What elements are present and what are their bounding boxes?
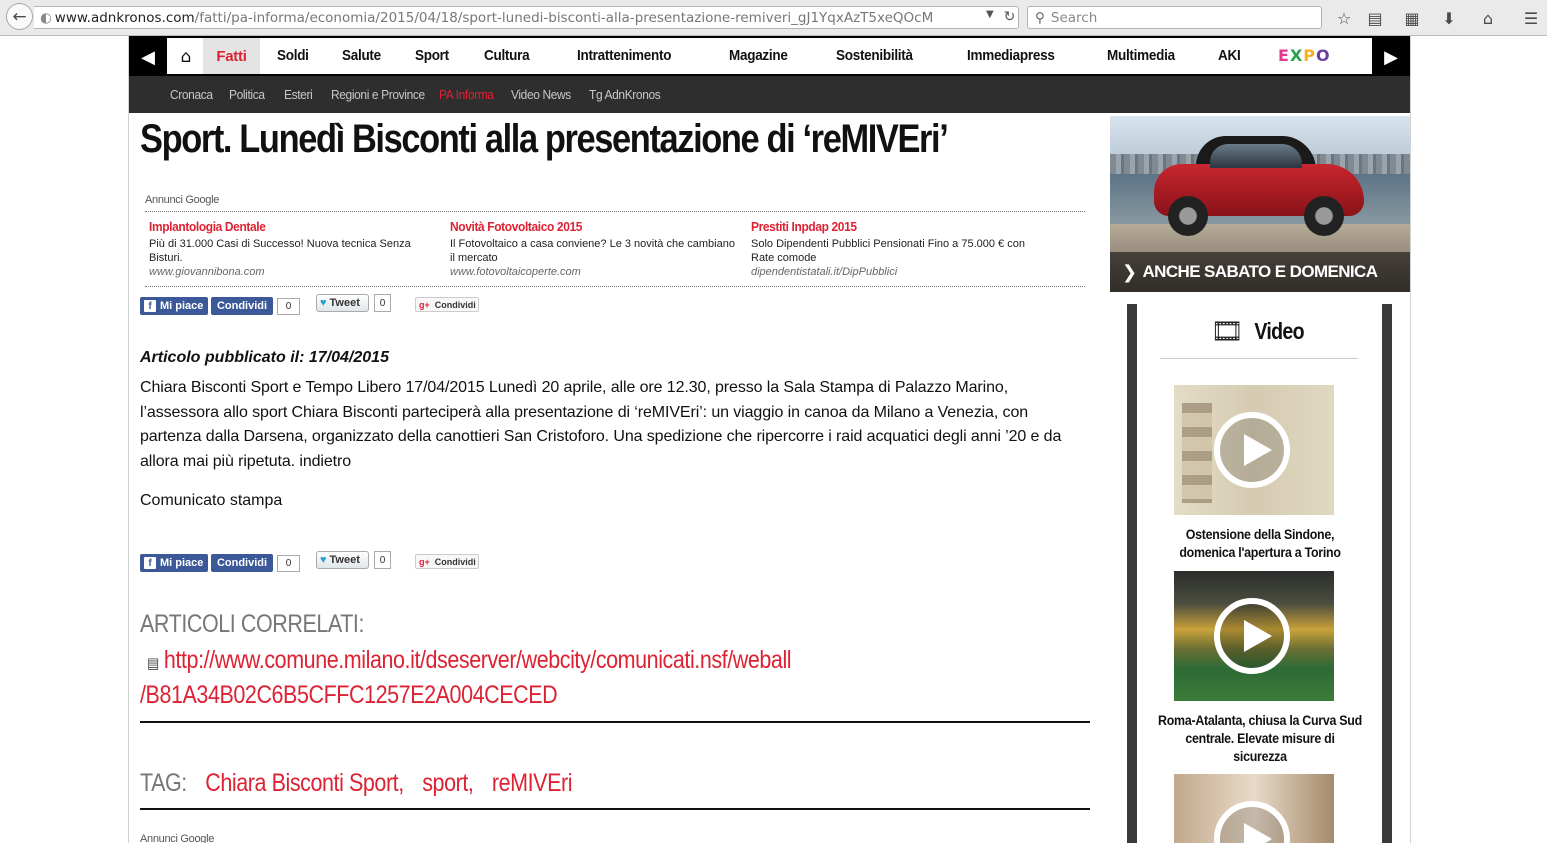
video-caption[interactable]: Ostensione della Sindone, domenica l'apertura a Torino <box>1179 527 1341 560</box>
facebook-icon: f <box>144 300 156 312</box>
thumbnail-shroud <box>1182 403 1212 503</box>
video-heading-label: Video <box>1254 318 1304 344</box>
divider <box>1160 358 1358 359</box>
tags <box>140 769 572 798</box>
publication-date: Articolo pubblicato il: 17/04/2015 <box>140 349 389 366</box>
car-ad-banner[interactable] <box>1110 116 1410 292</box>
home-browser-icon[interactable]: ⌂ <box>1482 8 1494 28</box>
article-body: Chiara Bisconti Sport e Tempo Libero 17/04/2015 Lunedì 20 aprile, alle ore 12.30, presso la Sala Stampa di Palazzo Marino, l’assessora allo sport Chiara Bisconti parteciperà alla presentazione di ‘reMIVEri’: un viaggio in canoa da Milano a Venezia, con partenza dalla Darsena, organizzato della canottieri San Cristoforo. Una spedizione che ripercorre i raid acquatici degli anni ’20 e da allora mai più ripetuta. indietro <box>140 379 1062 470</box>
facebook-icon: f <box>144 557 156 569</box>
car-wheel <box>1304 196 1344 236</box>
share-bar-top <box>140 294 540 316</box>
nav-item[interactable]: Intrattenimento <box>577 47 672 64</box>
facebook-count: 0 <box>277 298 300 315</box>
document-icon: ▤ <box>147 654 159 672</box>
url-path: /fatti/pa-informa/economia/2015/04/18/sport-lunedi-bisconti-alla-presentazione-remiveri_gJ1YqxAzT5xeQOcM <box>194 9 934 26</box>
related-link-line1[interactable]: http://www.comune.milano.it/dseserver/webcity/comunicati.nsf/weball <box>163 646 792 674</box>
gplus-share-button[interactable] <box>415 297 479 312</box>
arrow-left-icon: ◀ <box>141 46 155 68</box>
nav-next-button[interactable] <box>1372 36 1410 78</box>
tweet-button[interactable] <box>316 294 369 312</box>
website <box>129 36 1410 843</box>
nav-item[interactable]: Salute <box>342 47 381 64</box>
reload-button[interactable]: ↻ <box>1003 9 1016 25</box>
facebook-share-button[interactable]: Condividi <box>211 297 273 315</box>
ad-title[interactable]: Novità Fotovoltaico 2015 <box>450 219 583 234</box>
browser-toolbar <box>0 0 1547 36</box>
tweet-label: Tweet <box>329 554 360 566</box>
related-link[interactable] <box>147 646 791 675</box>
subnav-item[interactable]: Regioni e Province <box>331 87 425 102</box>
back-button[interactable] <box>6 3 33 30</box>
expo-logo[interactable]: EXPO <box>1278 46 1331 65</box>
banner-caption[interactable] <box>1110 252 1410 292</box>
article-footer: Comunicato stampa <box>140 492 283 509</box>
globe-icon: ◐ <box>40 9 52 26</box>
tags-label: TAG: <box>140 769 187 797</box>
ad-url[interactable]: www.fotovoltaicoperte.com <box>450 266 581 278</box>
bookmark-star-icon[interactable]: ☆ <box>1336 8 1352 28</box>
ads-label-bottom: Annunci Google <box>140 833 215 843</box>
gplus-share-button[interactable] <box>415 554 479 569</box>
facebook-share-button[interactable]: Condividi <box>211 554 273 572</box>
arrow-right-icon: ▶ <box>1384 46 1398 68</box>
tag-link[interactable]: Chiara Bisconti Sport, <box>205 769 404 797</box>
divider <box>140 721 1090 723</box>
tag-link[interactable]: reMIVEri <box>491 769 573 797</box>
subnav-item[interactable]: Tg AdnKronos <box>589 87 661 102</box>
chevron-right-icon: ❯ <box>1122 261 1137 283</box>
subnav-item[interactable]: Politica <box>229 87 265 102</box>
related-link-line2[interactable]: /B81A34B02C6B5CFFC1257E2A004CECED <box>140 681 558 709</box>
subnav-item[interactable]: Esteri <box>284 87 313 102</box>
nav-item[interactable]: Multimedia <box>1107 47 1175 64</box>
ad-url[interactable]: dipendentistatali.it/DipPubblici <box>751 266 898 278</box>
tweet-label: Tweet <box>329 297 360 309</box>
play-icon[interactable] <box>1214 801 1290 843</box>
dropdown-icon[interactable]: ▼ <box>986 9 994 20</box>
nav-item[interactable]: AKI <box>1218 47 1241 64</box>
nav-item[interactable]: Immediapress <box>967 47 1055 64</box>
ad-item[interactable] <box>751 219 1051 278</box>
video-thumbnail[interactable] <box>1174 774 1334 843</box>
page-edge-right <box>1410 36 1411 843</box>
car-wheel <box>1168 196 1208 236</box>
search-input[interactable] <box>1027 6 1322 29</box>
tweet-count: 0 <box>374 294 391 312</box>
ad-title[interactable]: Prestiti Inpdap 2015 <box>751 219 857 234</box>
video-thumbnail[interactable] <box>1174 571 1334 701</box>
download-icon[interactable]: ⬇ <box>1442 8 1456 28</box>
subnav-item[interactable]: Video News <box>511 87 571 102</box>
twitter-icon: ♥ <box>320 297 327 309</box>
nav-item[interactable]: Sport <box>415 47 449 64</box>
ads-box <box>145 211 1085 287</box>
nav-prev-button[interactable] <box>129 36 167 78</box>
nav-item[interactable]: Sostenibilità <box>836 47 913 64</box>
facebook-like-button[interactable] <box>140 297 208 315</box>
article-title: Sport. Lunedì Bisconti alla presentazione di ‘reMIVEri’ <box>140 117 948 161</box>
google-ads <box>145 194 1085 287</box>
video-heading <box>1137 304 1382 359</box>
ad-item[interactable] <box>450 219 740 278</box>
ad-desc: Più di 31.000 Casi di Successo! Nuova tecnica Senza Bisturi. <box>149 238 411 264</box>
subnav-item-active[interactable]: PA Informa <box>439 87 494 102</box>
video-caption[interactable]: Roma-Atalanta, chiusa la Curva Sud centrale. Elevate misure di sicurezza <box>1158 713 1362 764</box>
gplus-label: Condividi <box>434 556 476 567</box>
twitter-icon: ♥ <box>320 554 327 566</box>
home-icon[interactable]: ⌂ <box>180 47 192 67</box>
divider <box>140 808 1090 810</box>
facebook-like-button[interactable] <box>140 554 208 572</box>
share-bar-bottom <box>140 551 540 573</box>
sub-nav <box>129 76 1410 113</box>
ad-desc: Il Fotovoltaico a casa conviene? Le 3 novità che cambiano il mercato <box>450 238 735 264</box>
ad-desc: Solo Dipendenti Pubblici Pensionati Fino a 75.000 € con Rate comode <box>751 238 1025 264</box>
film-icon: 🎞 <box>1210 316 1244 347</box>
search-placeholder: Search <box>1050 9 1098 26</box>
main-nav <box>129 36 1410 76</box>
facebook-count: 0 <box>277 555 300 572</box>
gplus-icon: g+ <box>419 299 430 310</box>
subnav-item[interactable]: Cronaca <box>170 87 213 102</box>
nav-item-fatti[interactable]: Fatti <box>203 38 260 74</box>
car-image <box>1154 136 1364 234</box>
search-icon: ⚲ <box>1035 9 1045 26</box>
play-icon[interactable] <box>1214 598 1290 674</box>
fb-like-label: Mi piace <box>160 557 204 569</box>
address-bar[interactable] <box>34 6 1019 29</box>
banner-caption-text: ANCHE SABATO E DOMENICA <box>1142 262 1378 281</box>
fb-like-label: Mi piace <box>160 300 204 312</box>
ad-url[interactable]: www.giovannibona.com <box>149 266 265 278</box>
gplus-label: Condividi <box>434 299 476 310</box>
nav-item[interactable]: Soldi <box>277 47 309 64</box>
menu-icon[interactable]: ☰ <box>1523 8 1539 28</box>
car-window <box>1210 144 1302 168</box>
ad-title[interactable]: Implantologia Dentale <box>149 219 266 234</box>
ad-item[interactable] <box>149 219 444 278</box>
url-host: www.adnkronos.com <box>54 9 195 26</box>
tweet-button[interactable] <box>316 551 369 569</box>
ads-label: Annunci Google <box>145 194 220 206</box>
video-sidebar <box>1127 304 1392 843</box>
gplus-icon: g+ <box>419 556 430 567</box>
play-icon[interactable] <box>1214 412 1290 488</box>
tag-link[interactable]: sport, <box>422 769 474 797</box>
reading-list-icon[interactable]: ▤ <box>1367 8 1383 28</box>
bookmarks-menu-icon[interactable]: ▦ <box>1404 8 1420 28</box>
related-heading: ARTICOLI CORRELATI: <box>140 610 365 638</box>
arrow-left-icon: ← <box>12 6 27 27</box>
nav-item[interactable]: Cultura <box>484 47 530 64</box>
tweet-count: 0 <box>374 551 391 569</box>
video-thumbnail[interactable] <box>1174 385 1334 515</box>
nav-item[interactable]: Magazine <box>729 47 788 64</box>
